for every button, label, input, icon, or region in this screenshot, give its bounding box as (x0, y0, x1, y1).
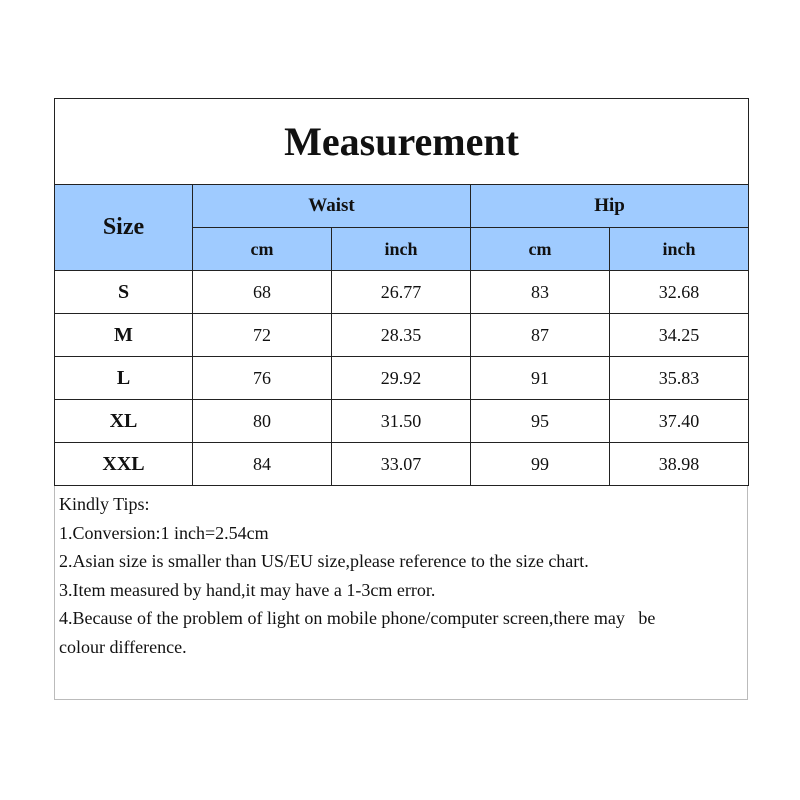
table-row (55, 400, 749, 443)
waist-inch-cell: 28.35 (332, 314, 471, 357)
waist-cm-cell: 76 (193, 357, 332, 400)
size-cell: L (55, 357, 193, 400)
hip-cm-cell: 99 (471, 443, 610, 486)
size-chart (54, 98, 748, 700)
waist-cm-cell: 84 (193, 443, 332, 486)
waist-cm-cell: 68 (193, 271, 332, 314)
table-row (55, 314, 749, 357)
tips-heading: Kindly Tips: (59, 494, 150, 514)
waist-cm-cell: 72 (193, 314, 332, 357)
hip-cm-cell: 95 (471, 400, 610, 443)
tip-item: colour difference. (59, 636, 187, 657)
tip-item: 3.Item measured by hand,it may have a 1-3cm error. (59, 579, 436, 600)
size-cell: XXL (55, 443, 193, 486)
waist-cm-header: cm (193, 228, 332, 271)
size-header: Size (55, 185, 193, 271)
chart-title: Measurement (55, 99, 749, 185)
hip-inch-header: inch (610, 228, 749, 271)
waist-inch-header: inch (332, 228, 471, 271)
table-row (55, 443, 749, 486)
measurement-table (54, 98, 749, 486)
hip-inch-cell: 34.25 (610, 314, 749, 357)
waist-header: Waist (193, 185, 471, 228)
size-cell: XL (55, 400, 193, 443)
hip-cm-header: cm (471, 228, 610, 271)
size-cell: M (55, 314, 193, 357)
tip-item: 1.Conversion:1 inch=2.54cm (59, 522, 269, 543)
waist-inch-cell: 33.07 (332, 443, 471, 486)
hip-inch-cell: 35.83 (610, 357, 749, 400)
tip-item: 4.Because of the problem of light on mobile phone/computer screen,there may be (59, 608, 656, 628)
waist-inch-cell: 31.50 (332, 400, 471, 443)
hip-inch-cell: 32.68 (610, 271, 749, 314)
hip-header: Hip (471, 185, 749, 228)
waist-inch-cell: 29.92 (332, 357, 471, 400)
hip-cm-cell: 87 (471, 314, 610, 357)
table-row (55, 271, 749, 314)
waist-inch-cell: 26.77 (332, 271, 471, 314)
kindly-tips (54, 486, 748, 700)
size-cell: S (55, 271, 193, 314)
hip-cm-cell: 91 (471, 357, 610, 400)
tip-item: 2.Asian size is smaller than US/EU size,please reference to the size chart. (59, 551, 589, 571)
hip-cm-cell: 83 (471, 271, 610, 314)
hip-inch-cell: 38.98 (610, 443, 749, 486)
hip-inch-cell: 37.40 (610, 400, 749, 443)
waist-cm-cell: 80 (193, 400, 332, 443)
table-row (55, 357, 749, 400)
